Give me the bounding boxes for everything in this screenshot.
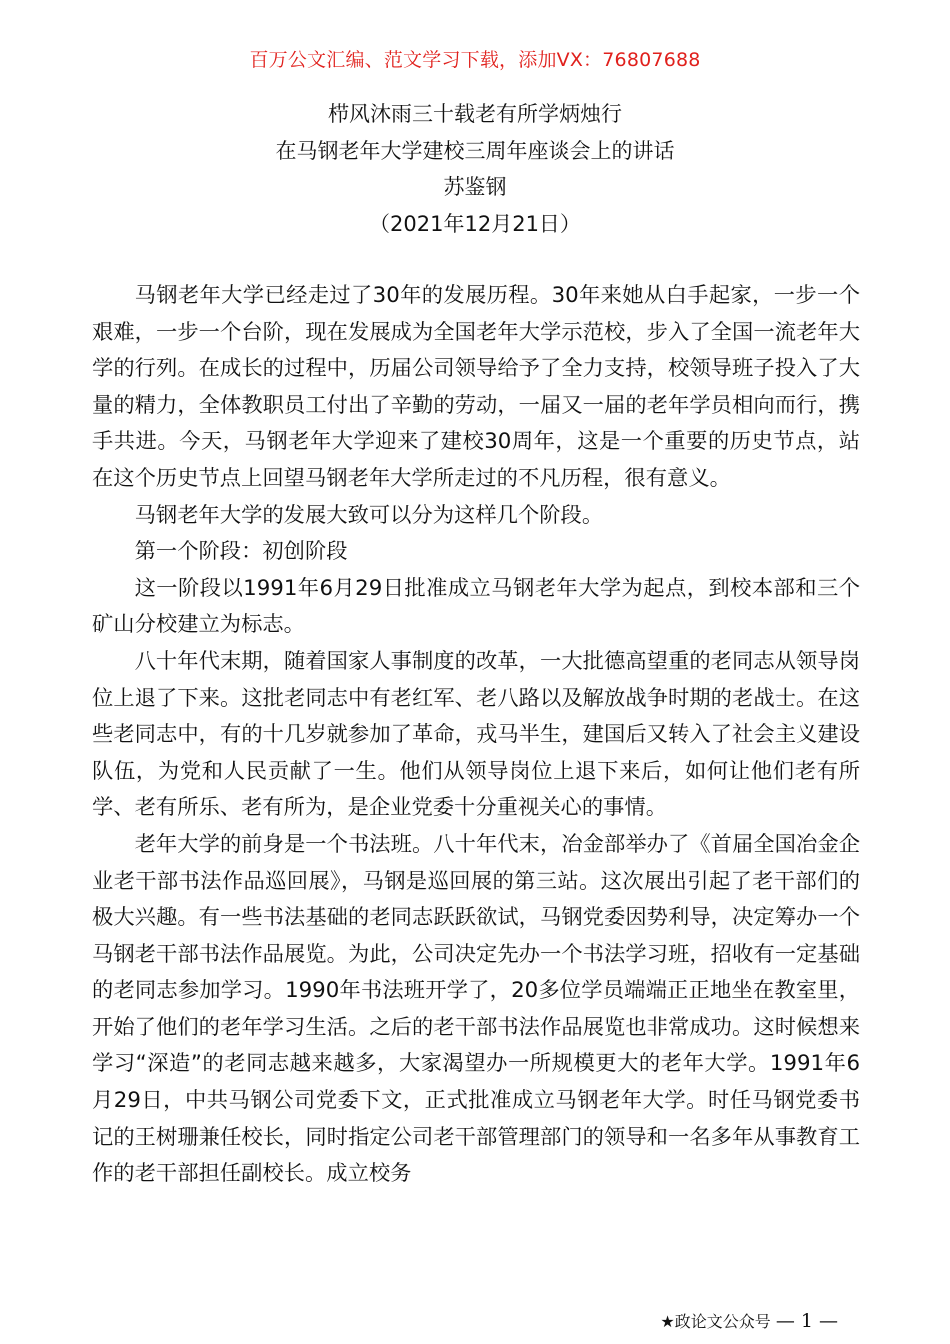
subtitle: 在马钢老年大学建校三周年座谈会上的讲话 [275,138,675,163]
page-number: — 1 — [775,1310,838,1332]
main-title: 栉风沐雨三十载老有所学炳烛行 [328,102,622,126]
author-name: 苏鉴钢 [443,175,507,199]
body-text [92,278,860,1193]
paragraph: 马钢老年大学的发展大致可以分为这样几个阶段。 [134,502,604,528]
paragraph: 八十年代末期，随着国家人事制度的改革，一大批德高望重的老同志从领导岗位上退了下来。这批老同志中有老红军、老八路以及解放战争时期的老战士。在这些老同志中，有的十几岁就参加了革命，戎马半生，建国后又转入了社会主义建设队伍，为党和人民贡献了一生。他们从领导岗位上退下来后，如何让他们老有所学、老有所乐、老有所为，是企业党委十分重视关心的事情。 [92,648,860,821]
footer-label: ★政论文公众号 [660,1312,771,1331]
page-footer [660,1310,838,1333]
paragraph: 这一阶段以1991年6月29日批准成立马钢老年大学为起点，到校本部和三个矿山分校建立为标志。 [92,575,860,638]
paragraph: 马钢老年大学已经走过了30年的发展历程。30年来她从白手起家，一步一个艰难，一步一个台阶，现在发展成为全国老年大学示范校，步入了全国一流老年大学的行列。在成长的过程中，历届公司领导给予了全力支持，校领导班子投入了大量的精力，全体教职员工付出了辛勤的劳动，一届又一届的老年学员相向而行，携手共进。今天，马钢老年大学迎来了建校30周年，这是一个重要的历史节点，站在这个历史节点上回望马钢老年大学所走过的不凡历程，很有意义。 [92,283,860,491]
paragraph: 老年大学的前身是一个书法班。八十年代末，冶金部举办了《首届全国冶金企业老干部书法作品巡回展》，马钢是巡回展的第三站。这次展出引起了老干部们的极大兴趣。有一些书法基础的老同志跃跃欲试，马钢党委因势利导，决定筹办一个马钢老干部书法作品展览。为此，公司决定先办一个书法学习班，招收有一定基础的老同志参加学习。1990年书法班开学了，20多位学员端端正正地坐在教室里，开始了他们的老年学习生活。之后的老干部书法作品展览也非常成功。这时候想来学习“深造”的老同志越来越多，大家渴望办一所规模更大的老年大学。1991年6月29日，中共马钢公司党委下文，正式批准成立马钢老年大学。时任马钢党委书记的王树珊兼任校长，同时指定公司老干部管理部门的领导和一名多年从事教育工作的老干部担任副校长。成立校务 [92,831,860,1187]
title-block [0,96,950,242]
promo-banner: 百万公文汇编、范文学习下载，添加VX：76807688 [249,49,701,71]
speech-date: （2021年12月21日） [369,211,581,236]
section-heading: 第一个阶段：初创阶段 [134,539,348,565]
